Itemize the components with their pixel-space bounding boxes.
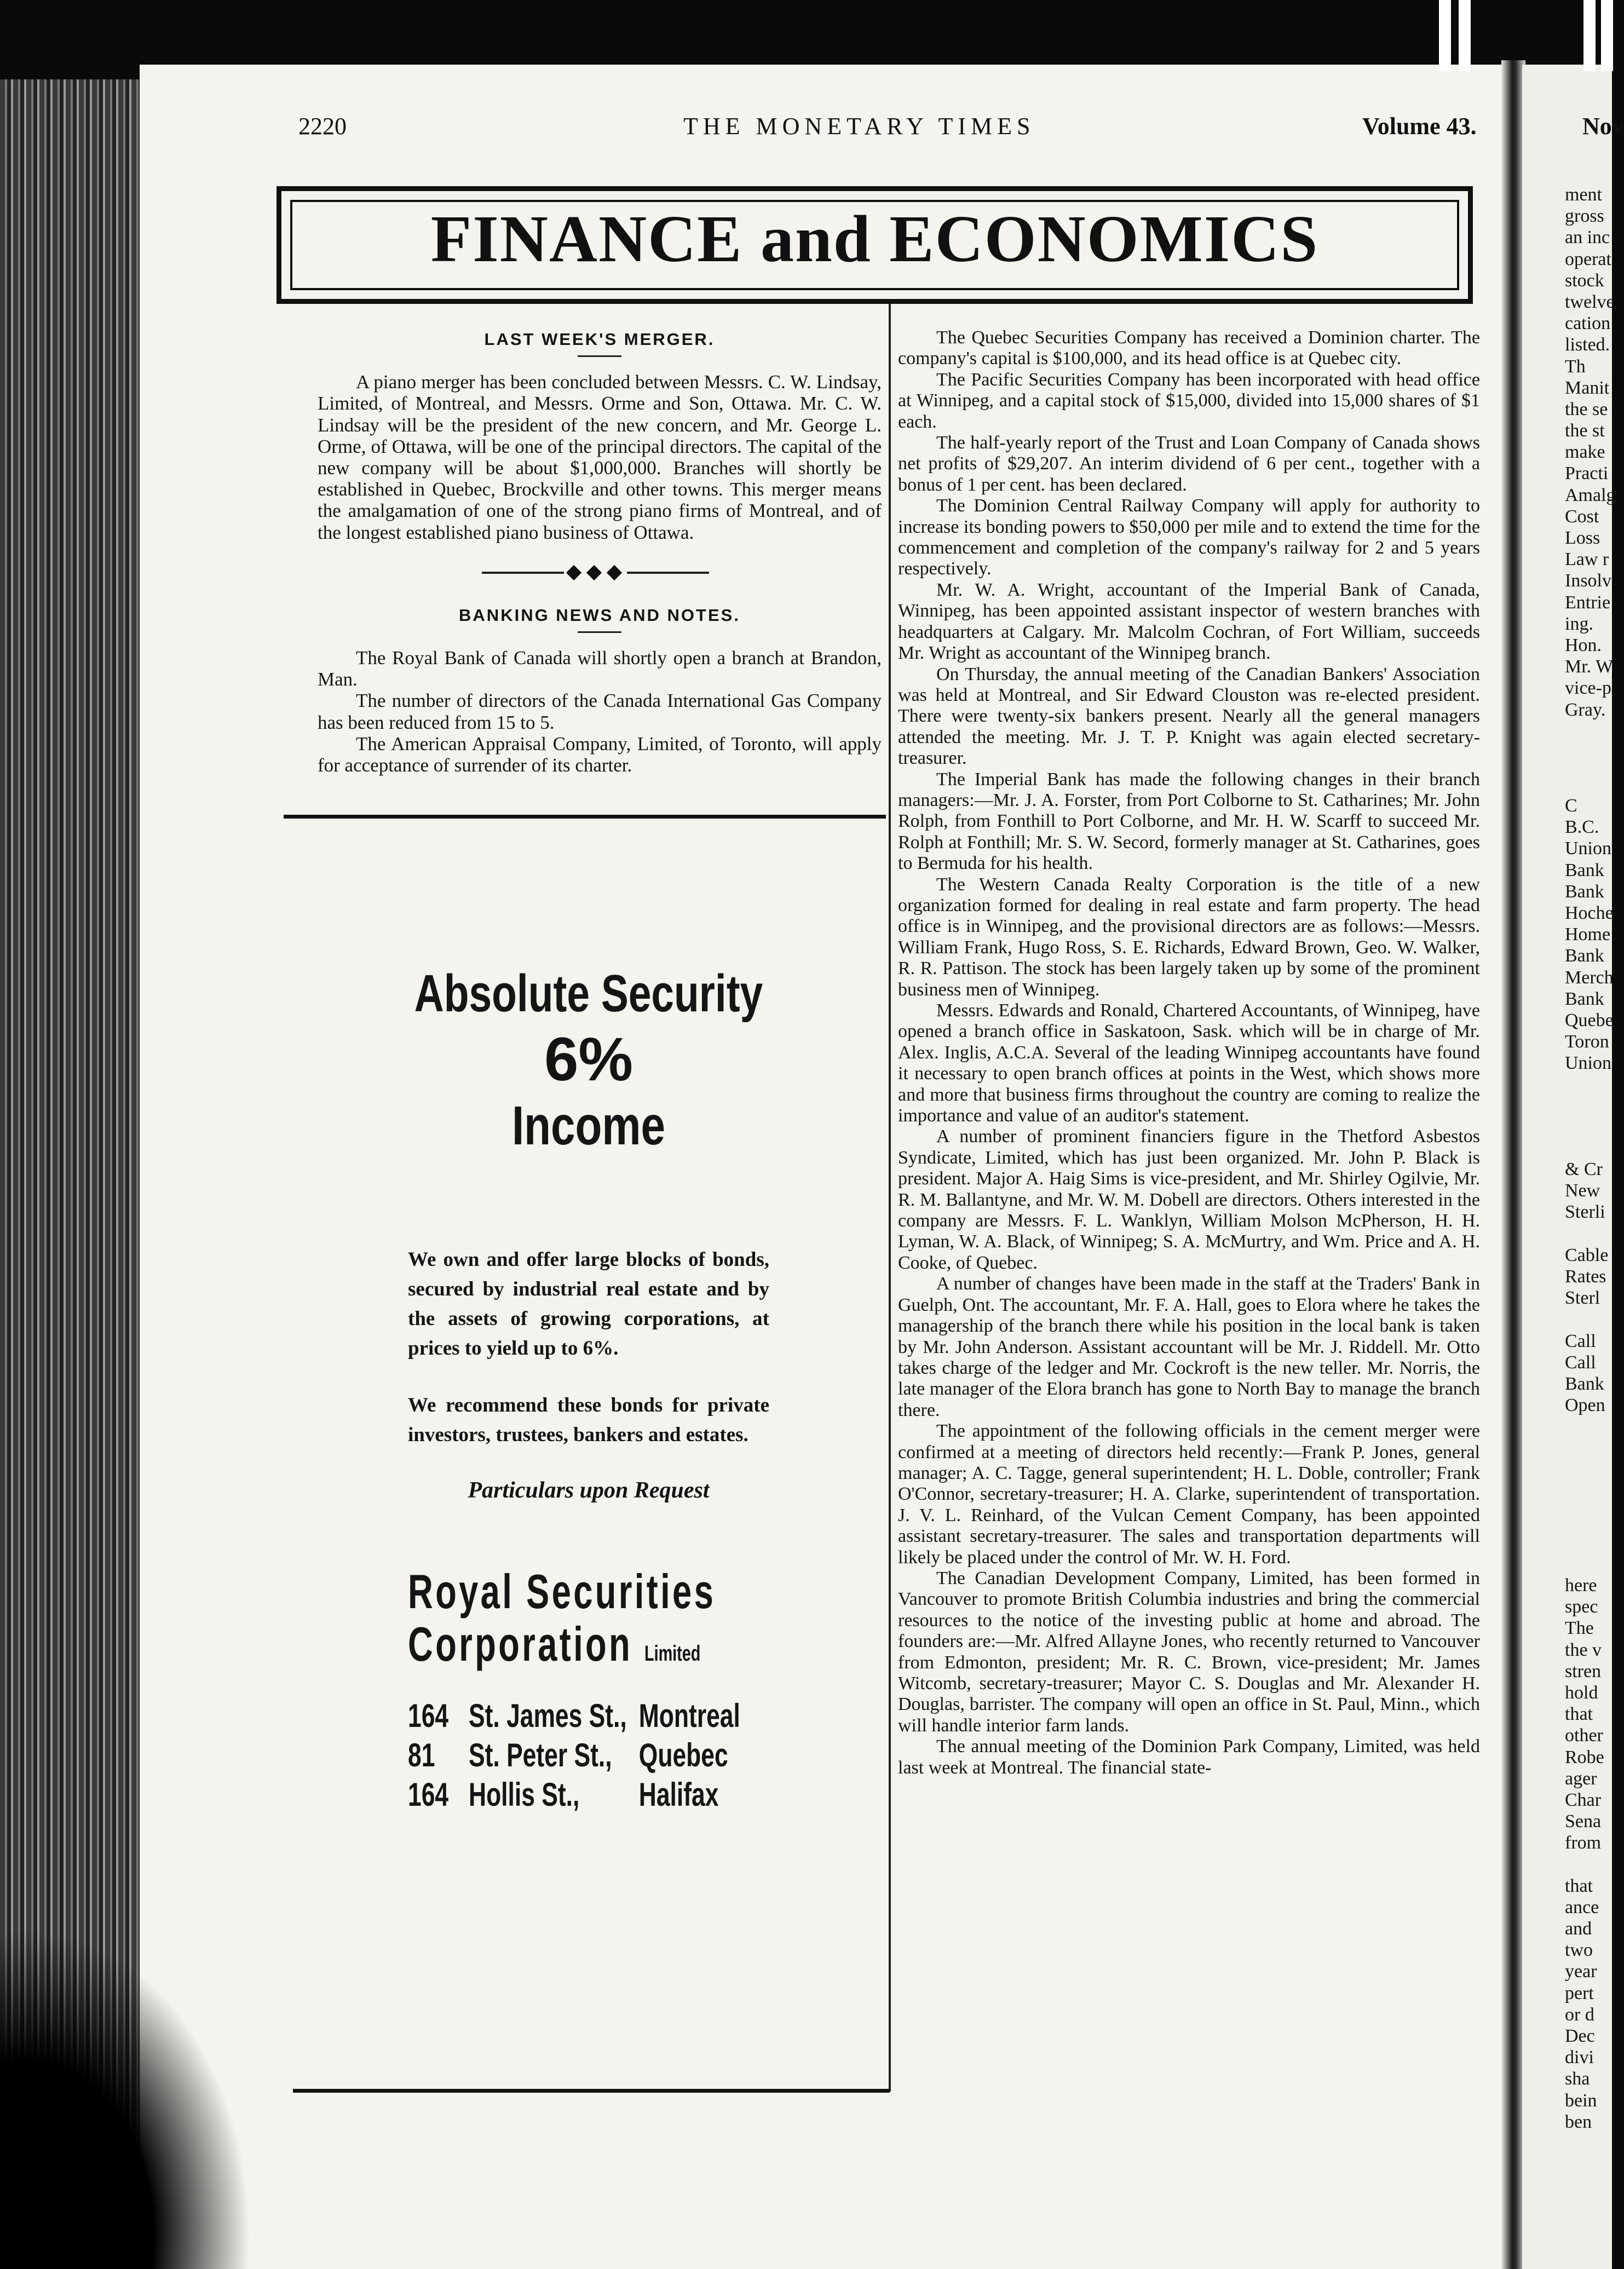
left-column — [318, 329, 882, 776]
address-street: St. Peter St., — [469, 1737, 612, 1773]
adjacent-fragment-line: Insolv — [1565, 571, 1611, 591]
adjacent-fragment-line: spec — [1565, 1597, 1598, 1617]
ad-address — [408, 1775, 719, 1815]
adjacent-fragment-line: operat — [1565, 249, 1611, 269]
adjacent-fragment-line: Practi — [1565, 463, 1609, 484]
news-paragraph: The Western Canada Realty Corporation is the title of a new organization formed for dealing in real estate and farm property. The head office is in Winnipeg, and the provisional directors are as follows:—Messrs. William Frank, Hugo Ross, S. E. Richards, Edward Brown, Geo. W. Walker, R. R. Pattison. The stock has been largely taken up by some of the prominent business men of Winnipeg. — [898, 874, 1480, 1000]
banking-paragraph: The number of directors of the Canada International Gas Company has been reduced from 15 to 5. — [318, 690, 882, 733]
adjacent-fragment-line: B.C. — [1565, 817, 1599, 838]
address-number: 164 — [408, 1776, 449, 1813]
news-paragraph: The Imperial Bank has made the following changes in their branch managers:—Mr. J. A. Forster, from Port Colborne to St. Catharines; Mr. John Rolph, from Fonthill to Port Colborne, and Mr. H. W. Scarff to succeed Mr. Rolph at Fonthill; Mr. S. W. Secord, formerly manager at St. Catharines, goes to Bermuda for his health. — [898, 769, 1480, 874]
adjacent-fragment-line: Cost — [1565, 506, 1599, 527]
adjacent-fragment-line: or d — [1565, 2004, 1594, 2025]
volume-label: Volume 43. — [1362, 113, 1477, 140]
adjacent-fragment-line: Gray. — [1565, 699, 1606, 720]
ad-body: We own and offer large blocks of bonds, secured by industrial real estate and by the assets of growing corporations, at prices to yield up to 6%. — [408, 1248, 769, 1360]
adjacent-fragment-line: cation — [1565, 313, 1611, 334]
adjacent-fragment-line: Bank — [1565, 988, 1604, 1009]
news-paragraph: The Pacific Securities Company has been incorporated with head office at Winnipeg, and a capital stock of $15,000, divided into 15,000 shares of $1 each. — [898, 369, 1480, 432]
adjacent-fragment-line: ben — [1565, 2111, 1592, 2132]
adjacent-fragment-line: Sterl — [1565, 1288, 1600, 1309]
adjacent-fragment-line: and — [1565, 1919, 1592, 1939]
ad-rate: 6% — [544, 1025, 633, 1093]
adjacent-fragment-line: that — [1565, 1704, 1593, 1725]
page-number: 2220 — [298, 113, 347, 140]
binding-mark — [1459, 0, 1471, 71]
news-paragraph: The appointment of the following officials in the cement merger were confirmed at a meeting of directors held recently:—Frank P. Jones, general manager; A. C. Tagge, general superintendent; H. L. Doble, controller; Frank O'Connor, secretary-treasurer; H. A. Clarke, superintendent of transportation. J. V. L. Reinhard, of the Vulcan Cement Company, has been appointed assistant secretary-treasurer. The sales and transportation departments will likely be placed under the control of Mr. W. H. Ford. — [898, 1421, 1480, 1568]
binding-mark — [1439, 0, 1451, 71]
adjacent-fragment-line: year — [1565, 1961, 1597, 1982]
adjacent-fragment-line: make — [1565, 442, 1605, 463]
adjacent-fragment-line: Mr. W — [1565, 656, 1614, 677]
section-ornament — [318, 562, 882, 584]
adjacent-fragment-line: ing. — [1565, 613, 1593, 634]
ad-firm-corporation: Corporation — [408, 1617, 633, 1671]
news-paragraph: On Thursday, the annual meeting of the Canadian Bankers' Association was held at Montreal, and Sir Edward Clouston was re-elected president. There were twenty-six bankers present. Nearly all the general managers attended the meeting. Mr. J. T. P. Knight was again elected secretary-treasurer. — [898, 664, 1480, 769]
adjacent-fragment-line: & Cr — [1565, 1159, 1603, 1179]
adjacent-fragment-line: sha — [1565, 2069, 1590, 2089]
news-paragraph: Mr. W. A. Wright, accountant of the Imperial Bank of Canada, Winnipeg, has been appointed assistant inspector of western branches with headquarters at Calgary. Mr. Malcolm Cochran, of Fort William, succeeds Mr. Wright as accountant of the Winnipeg branch. — [898, 579, 1480, 664]
advertisement — [408, 964, 769, 1815]
adjacent-fragment-line: stock — [1565, 270, 1604, 291]
news-paragraph: The annual meeting of the Dominion Park Company, Limited, was held last week at Montreal. The financial state- — [898, 1736, 1480, 1778]
binding-mark — [1601, 0, 1613, 71]
ad-firm-name-line2 — [408, 1616, 701, 1672]
ad-headline: Absolute Security — [414, 964, 763, 1023]
adjacent-fragment-line: here — [1565, 1575, 1597, 1596]
adjacent-fragment-line: Bank — [1565, 1373, 1604, 1394]
ad-body-secondary: We recommend these bonds for private investors, trustees, bankers and estates. — [408, 1394, 769, 1446]
adjacent-fragment-line: bein — [1565, 2090, 1597, 2111]
adjacent-fragment-line: Hoche — [1565, 902, 1614, 923]
merger-heading: LAST WEEK'S MERGER. — [484, 330, 715, 349]
ad-subhead: Income — [511, 1095, 666, 1156]
adjacent-fragment-line: pert — [1565, 1983, 1594, 2003]
ad-address-list — [408, 1696, 769, 1815]
adjacent-fragment-block — [1565, 184, 1614, 721]
heading-dash — [578, 631, 621, 633]
adjacent-fragment-line: the v — [1565, 1639, 1602, 1660]
adjacent-fragment-line: Th — [1565, 356, 1586, 377]
merger-paragraph: A piano merger has been concluded between Messrs. C. W. Lindsay, Limited, of Montreal, and Messrs. Orme and Son, Ottawa. Mr. C. W. Lindsay will be the president of the new concern, and Mr. George L. Orme, of Ottawa, will be one of the principal directors. The capital of the new company will be about $1,000,000. Branches will shortly be established in Quebec, Brockville and other towns. This merger means the amalgamation of one of the strong piano firms of Montreal, and of the longest established piano business of Ottawa. — [318, 371, 882, 543]
adjacent-fragment-line: Robe — [1565, 1747, 1604, 1767]
adjacent-fragment-line: Dec — [1565, 2025, 1595, 2046]
news-paragraph: The half-yearly report of the Trust and Loan Company of Canada shows net profits of $29,207. An interim dividend of 6 per cent., together with a bonus of 1 per cent. has been declared. — [898, 433, 1480, 495]
adjacent-fragment-line: C — [1565, 796, 1577, 816]
adjacent-fragment-line: Union — [1565, 1053, 1611, 1074]
news-paragraph: A number of prominent financiers figure in the Thetford Asbestos Syndicate, Limited, which has just been organized. Mr. John P. Black is president. Major A. Haig Sims is vice-president, and Mr. Shirley Ogilvie, Mr. R. M. Ballantyne, and Mr. W. M. Dobell are directors. Others interested in the company are Messrs. F. L. Wanklyn, William Molson McPherson, H. H. Lyman, W. A. Black, of Winnipeg; S. A. McMurtry, and Wm. Price and A. H. Cooke, of Quebec. — [898, 1126, 1480, 1273]
adjacent-fragment-line: New — [1565, 1180, 1600, 1201]
ad-firm-name: Royal Securities — [408, 1564, 716, 1619]
adjacent-fragment-line: Toron — [1565, 1032, 1609, 1052]
adjacent-fragment-line: Law r — [1565, 549, 1609, 570]
adjacent-fragment-line: hold — [1565, 1682, 1598, 1703]
news-paragraph: The Canadian Development Company, Limited, has been formed in Vancouver to promote British Columbia industries and bring the commercial resources to the notice of the investing public at home and abroad. The founders are:—Mr. Alfred Allayne Jones, who recently returned to Vancouver from Edmonton, president; Mr. R. C. Brown, vice-president; Mr. James Witcomb, secretary-treasurer; Mayor C. S. Douglas and Mr. Alexander H. Douglas, barrister. The company will open an office in St. Paul, Minn., which will handle interior farm lands. — [898, 1568, 1480, 1736]
adjacent-page-header: Nov — [1582, 113, 1624, 140]
adjacent-fragment-line: Entrie — [1565, 592, 1611, 613]
right-column — [898, 327, 1480, 1778]
adjacent-fragment-block — [1565, 1159, 1614, 1416]
adjacent-fragment-line: Home — [1565, 924, 1611, 945]
banking-heading: BANKING NEWS AND NOTES. — [459, 605, 740, 625]
adjacent-fragment-line: Union — [1565, 838, 1611, 859]
adjacent-fragment-line: stren — [1565, 1661, 1602, 1681]
adjacent-fragment-line: Sena — [1565, 1811, 1602, 1832]
adjacent-fragment-line: that — [1565, 1875, 1593, 1896]
adjacent-fragment-line: Manit — [1565, 377, 1610, 398]
address-number: 164 — [408, 1697, 449, 1734]
address-city: Montreal — [638, 1697, 740, 1734]
adjacent-fragment-block — [1565, 1575, 1614, 2133]
address-street: St. James St., — [469, 1697, 627, 1734]
adjacent-fragment-line — [1565, 1223, 1614, 1245]
ad-request-line: Particulars upon Request — [468, 1478, 710, 1503]
heading-dash — [578, 355, 621, 357]
adjacent-fragment-line — [1565, 1309, 1614, 1330]
binding-mark — [1583, 0, 1596, 71]
ad-firm-suffix: Limited — [644, 1642, 701, 1666]
ad-address — [408, 1736, 728, 1775]
adjacent-fragment-line: Bank — [1565, 860, 1604, 880]
adjacent-fragment-line: Hon. — [1565, 635, 1602, 655]
adjacent-fragment-line: listed. — [1565, 335, 1610, 355]
adjacent-fragment-line: the st — [1565, 421, 1605, 441]
adjacent-fragment-line: ance — [1565, 1897, 1599, 1917]
thumb-shadow — [0, 1927, 252, 2269]
adjacent-fragment-line: other — [1565, 1725, 1603, 1746]
address-street: Hollis St., — [469, 1776, 580, 1813]
adjacent-fragment-line: Char — [1565, 1789, 1602, 1810]
adjacent-fragment-line: twelve — [1565, 291, 1615, 312]
adjacent-fragment-line — [1565, 1853, 1614, 1875]
adjacent-fragment-line: ment — [1565, 185, 1602, 205]
address-city: Halifax — [638, 1776, 719, 1813]
journal-title: THE MONETARY TIMES — [683, 113, 1035, 140]
adjacent-fragment-line: Bank — [1565, 881, 1604, 902]
adjacent-fragment-line: Cable — [1565, 1245, 1609, 1265]
ad-address — [408, 1696, 740, 1736]
news-paragraph: Messrs. Edwards and Ronald, Chartered Accountants, of Winnipeg, have opened a branch office in Saskatoon, Sask. which will be in charge of Mr. Alex. Inglis, A.C.A. Several of the leading Winnipeg accountants have found it necessary to open branch offices at points in the West, which shows more and more that business firms throughout the country are coming to realize the importance and value of an auditor's statement. — [898, 1000, 1480, 1126]
news-paragraph: The Dominion Central Railway Company will apply for authority to increase its bonding powers to $50,000 per mile and to extend the time for the commencement and completion of the company's railway for 2 and 5 years respectively. — [898, 496, 1480, 579]
adjacent-fragment-line: the se — [1565, 399, 1608, 419]
adjacent-fragment-line: Bank — [1565, 946, 1604, 966]
adjacent-fragment-line: Call — [1565, 1331, 1596, 1351]
address-number: 81 — [408, 1737, 435, 1773]
news-paragraph: A number of changes have been made in the staff at the Traders' Bank in Guelph, Ont. The accountant, Mr. F. A. Hall, goes to Elora where he takes the managership of the branch there while his position in the local bank is taken by Mr. John Anderson. Assistant accountant will be Mr. J. Riddell. Mr. Otto takes charge of the ledger and Mr. Cockroft is the new teller. Mr. Norris, the late manager of the Elora branch has gone to North Bay to manage the branch there. — [898, 1274, 1480, 1420]
adjacent-fragment-line: Rates — [1565, 1266, 1606, 1287]
banking-paragraph: The Royal Bank of Canada will shortly open a branch at Brandon, Man. — [318, 647, 882, 690]
adjacent-fragment-block — [1565, 795, 1614, 1074]
adjacent-fragment-line: Open — [1565, 1395, 1605, 1416]
adjacent-fragment-line: Loss — [1565, 528, 1600, 548]
adjacent-fragment-line: The — [1565, 1618, 1594, 1639]
ad-top-rule — [284, 815, 886, 819]
adjacent-fragment-line: ager — [1565, 1768, 1597, 1789]
address-city: Quebec — [638, 1737, 728, 1773]
adjacent-fragment-line: Call — [1565, 1352, 1596, 1373]
adjacent-fragment-line: Sterli — [1565, 1202, 1605, 1223]
adjacent-fragment-line: divi — [1565, 2047, 1594, 2068]
adjacent-fragment-line: Amalg — [1565, 485, 1616, 505]
adjacent-fragment-line: from — [1565, 1833, 1602, 1853]
column-rule — [889, 304, 891, 2092]
adjacent-fragment-line: two — [1565, 1940, 1593, 1961]
adjacent-fragment-line: gross — [1565, 206, 1604, 227]
adjacent-fragment-line: Merch — [1565, 967, 1614, 988]
banking-paragraph: The American Appraisal Company, Limited, of Toronto, will apply for acceptance of surrender of its charter. — [318, 733, 882, 776]
adjacent-fragment-line: Quebe — [1565, 1010, 1614, 1030]
section-title: FINANCE and ECONOMICS — [430, 202, 1319, 276]
adjacent-fragment-line: an inc — [1565, 227, 1610, 248]
adjacent-fragment-line: vice-p — [1565, 678, 1611, 699]
ad-bottom-rule — [293, 2089, 890, 2093]
section-banner — [277, 186, 1473, 304]
news-paragraph: The Quebec Securities Company has received a Dominion charter. The company's capital is $100,000, and its head office is at Quebec city. — [898, 327, 1480, 369]
